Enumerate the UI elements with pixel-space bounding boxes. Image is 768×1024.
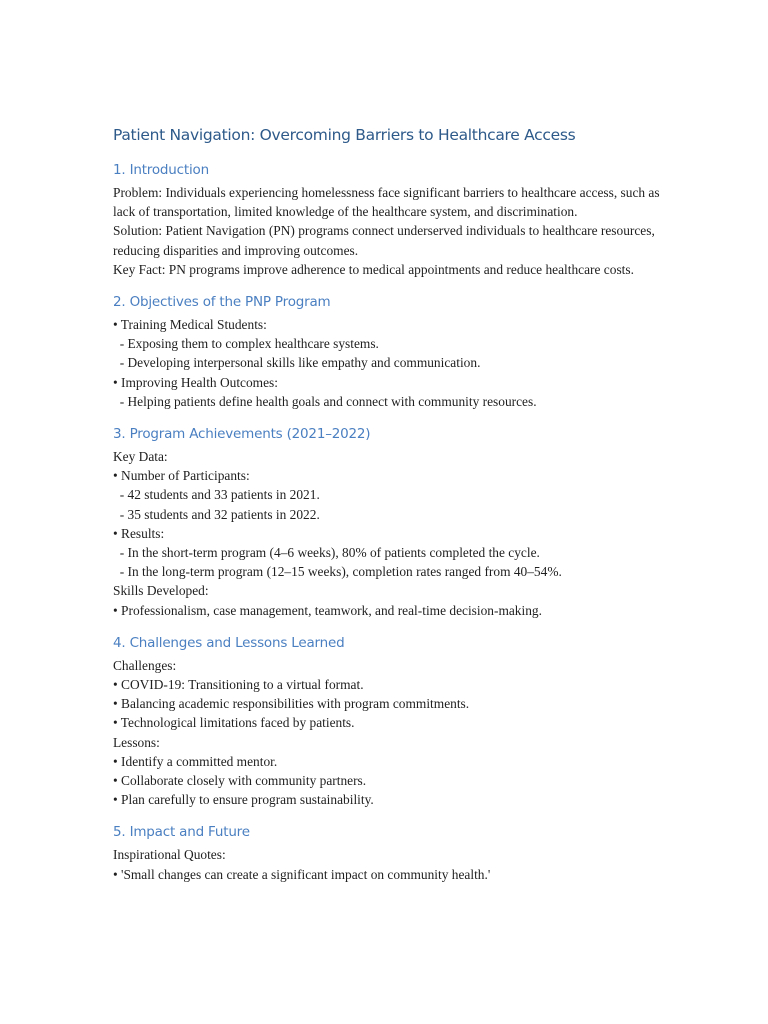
list-item: • 'Small changes can create a significant impact on community health.': [113, 866, 491, 882]
list-subitem: - 35 students and 32 patients in 2022.: [113, 506, 320, 522]
section-heading: 3. Program Achievements (2021–2022): [113, 426, 371, 443]
section-objectives: [113, 292, 673, 411]
list-item: • Improving Health Outcomes:: [113, 374, 278, 390]
list-subitem: - Developing interpersonal skills like empathy and communication.: [113, 355, 481, 371]
list-subitem: - In the long-term program (12–15 weeks), completion rates ranged from 40–54%.: [113, 564, 562, 580]
list-item: • Professionalism, case management, teamwork, and real-time decision-making.: [113, 602, 542, 618]
list-item: • Plan carefully to ensure program sustainability.: [113, 792, 374, 808]
section-impact: [113, 822, 673, 883]
list-item: • Results:: [113, 525, 165, 541]
list-item: • Training Medical Students:: [113, 317, 267, 333]
list-item: • Number of Participants:: [113, 468, 250, 484]
text-line: Lessons:: [113, 734, 160, 750]
paragraph-key-fact: Key Fact: PN programs improve adherence to medical appointments and reduce healthcare costs.: [113, 261, 634, 277]
list-item: • Technological limitations faced by patients.: [113, 715, 355, 731]
section-challenges: [113, 633, 673, 810]
list-subitem: - Exposing them to complex healthcare systems.: [113, 336, 379, 352]
text-line: Key Data:: [113, 449, 168, 465]
text-line: Challenges:: [113, 657, 177, 673]
text-line: Skills Developed:: [113, 583, 209, 599]
section-heading: 1. Introduction: [113, 162, 209, 178]
section-heading: 4. Challenges and Lessons Learned: [113, 634, 345, 651]
list-item: • Collaborate closely with community partners.: [113, 773, 367, 789]
section-heading: 5. Impact and Future: [113, 824, 250, 841]
paragraph-problem: Problem: Individuals experiencing homelessness face significant barriers to healthcare access, such as lack of transportation, limited knowledge of the healthcare system, and discrimination.: [113, 185, 660, 220]
list-subitem: - Helping patients define health goals and connect with community resources.: [113, 393, 537, 409]
paragraph-solution: Solution: Patient Navigation (PN) programs connect underserved individuals to healthcare resources, reducing disparities and improving outcomes.: [113, 223, 655, 258]
section-achievements: [113, 424, 673, 620]
list-subitem: - In the short-term program (4–6 weeks), 80% of patients completed the cycle.: [113, 545, 540, 561]
list-item: • COVID-19: Transitioning to a virtual format.: [113, 677, 364, 693]
list-item: • Balancing academic responsibilities with program commitments.: [113, 696, 470, 712]
document-page: [113, 124, 673, 897]
list-item: • Identify a committed mentor.: [113, 753, 278, 769]
text-line: Inspirational Quotes:: [113, 847, 226, 863]
document-title: Patient Navigation: Overcoming Barriers to Healthcare Access: [113, 126, 576, 144]
section-introduction: [113, 160, 673, 279]
section-heading: 2. Objectives of the PNP Program: [113, 294, 331, 311]
list-subitem: - 42 students and 33 patients in 2021.: [113, 487, 320, 503]
